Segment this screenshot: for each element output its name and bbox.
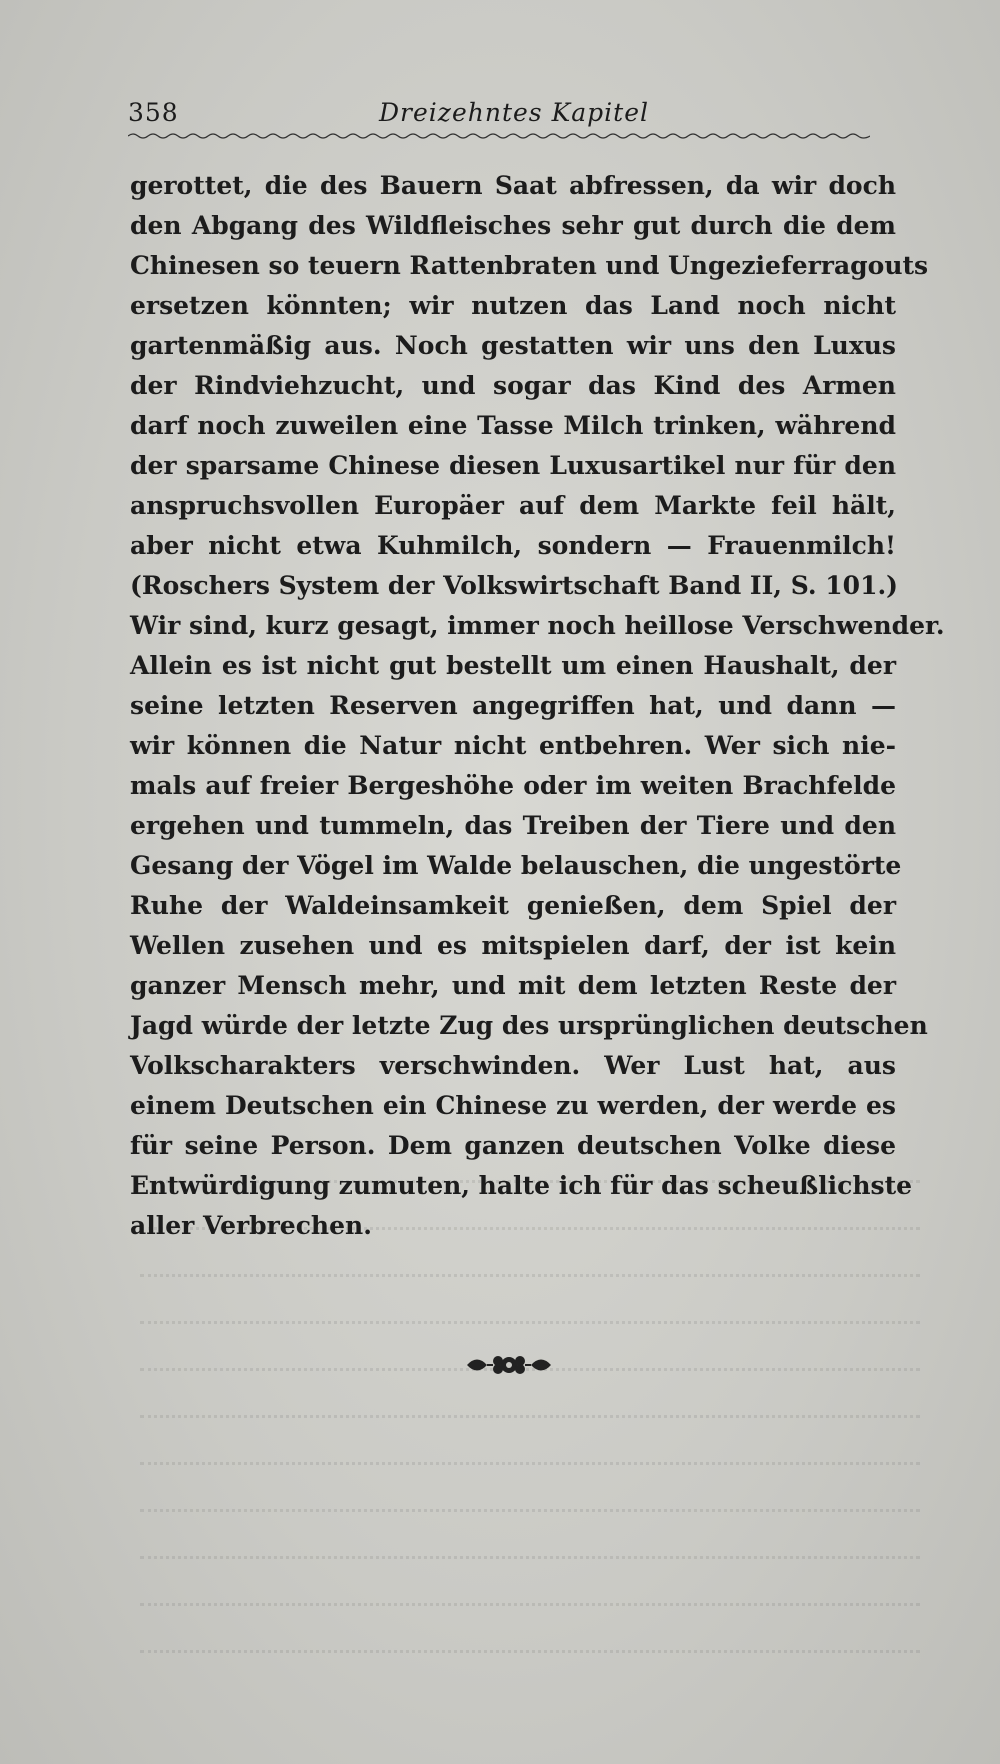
text-line: ersetzen könnten; wir nutzen das Land noch nicht	[130, 291, 896, 320]
text-line: ganzer Mensch mehr, und mit dem letzten Reste der	[130, 971, 896, 1000]
running-title: Dreizehntes Kapitel	[379, 98, 649, 127]
text-line: (Roschers System der Volkswirtschaft Band II, S. 101.)	[130, 571, 898, 600]
body-text	[130, 166, 945, 1246]
text-line: Volkscharakters verschwinden. Wer Lust hat, aus	[130, 1051, 896, 1080]
text-line: aber nicht etwa Kuhmilch, sondern — Frauenmilch!	[130, 531, 896, 560]
header-wavy-rule	[128, 132, 870, 140]
text-line: gartenmäßig aus. Noch gestatten wir uns den Luxus	[130, 331, 896, 360]
text-line: darf noch zuweilen eine Tasse Milch trinken, während	[130, 411, 896, 440]
page-number: 358	[128, 98, 179, 127]
text-line: Ruhe der Waldeinsamkeit genießen, dem Spiel der	[130, 891, 896, 920]
text-line: Chinesen so teuern Rattenbraten und Ungezieferragouts	[130, 251, 929, 280]
text-line: wir können die Natur nicht entbehren. Wer sich nie-	[130, 731, 896, 760]
text-line: für seine Person. Dem ganzen deutschen Volke diese	[130, 1131, 896, 1160]
text-line: aller Verbrechen.	[130, 1211, 372, 1240]
text-line: gerottet, die des Bauern Saat abfressen, da wir doch	[130, 171, 896, 200]
text-line: ergehen und tummeln, das Treiben der Tiere und den	[130, 811, 896, 840]
reverse-page-show-through	[140, 1180, 920, 1740]
text-line: anspruchsvollen Europäer auf dem Markte feil hält,	[130, 491, 896, 520]
text-line: Gesang der Vögel im Walde belauschen, die ungestörte	[130, 851, 902, 880]
text-line: Wir sind, kurz gesagt, immer noch heillose Verschwender.	[130, 611, 945, 640]
text-line: einem Deutschen ein Chinese zu werden, der werde es	[130, 1091, 896, 1120]
floral-ornament-icon	[463, 1350, 555, 1380]
text-line: Jagd würde der letzte Zug des ursprünglichen deutschen	[130, 1011, 928, 1040]
text-line: seine letzten Reserven angegriffen hat, und dann —	[130, 691, 896, 720]
text-line: mals auf freier Bergeshöhe oder im weiten Brachfelde	[130, 771, 896, 800]
text-line: den Abgang des Wildfleisches sehr gut durch die dem	[130, 211, 896, 240]
text-line: Wellen zusehen und es mitspielen darf, der ist kein	[130, 931, 896, 960]
text-line: Allein es ist nicht gut bestellt um einen Haushalt, der	[130, 651, 896, 680]
text-line: der Rindviehzucht, und sogar das Kind des Armen	[130, 371, 896, 400]
text-line: Entwürdigung zumuten, halte ich für das scheußlichste	[130, 1171, 913, 1200]
text-line: der sparsame Chinese diesen Luxusartikel nur für den	[130, 451, 896, 480]
